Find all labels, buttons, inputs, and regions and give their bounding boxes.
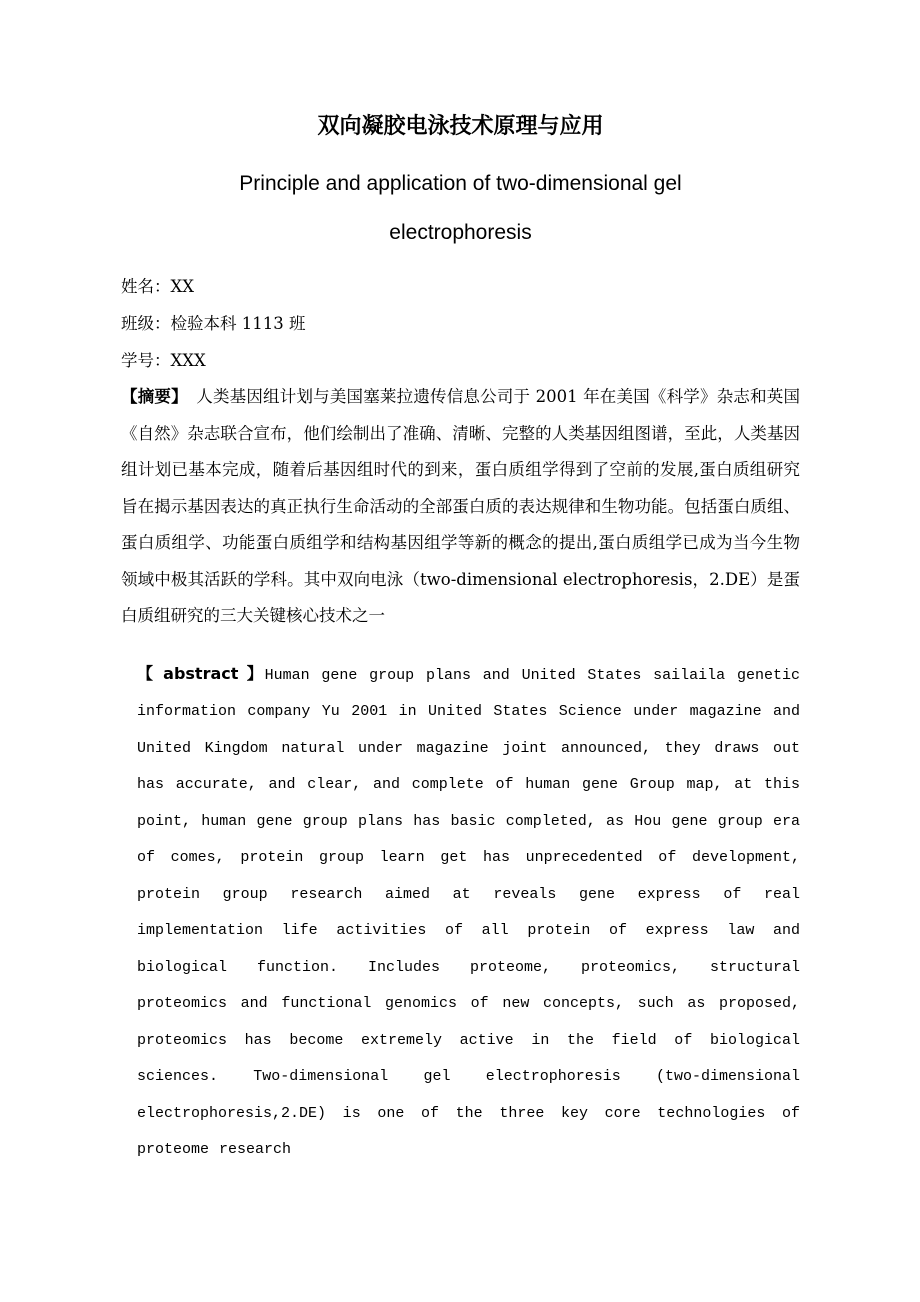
author-id-line: 学号：XXX (121, 351, 206, 370)
abstract-chinese-paragraph (121, 379, 800, 635)
document-title-english-line1: Principle and application of two-dimensional gel (239, 172, 682, 195)
author-meta-block (121, 268, 800, 379)
abstract-english-paragraph (137, 656, 800, 1169)
author-name-line: 姓名：XX (121, 277, 194, 296)
abstract-english-label: 【 abstract 】 (137, 663, 265, 683)
abstract-chinese-text: 人类基因组计划与美国塞莱拉遗传信息公司于 2001 年在美国《科学》杂志和英国《自然》杂志联合宣布，他们绘制出了准确、清晰、完整的人类基因组图谱，至此，人类基因组计划已基本完成，随着后基因组时代的到来，蛋白质组学得到了空前的发展,蛋白质组研究旨在揭示基因表达的真正执行生命活动的全部蛋白质的表达规律和生物功能。包括蛋白质组、蛋白质组学、功能蛋白质组学和结构基因组学等新的概念的提出,蛋白质组学已成为当今生物领域中极其活跃的学科。其中双向电泳（two-dimensional electrophoresis，2.DE）是蛋白质组研究的三大关键核心技术之一 (121, 387, 800, 625)
document-title-english-line2: electrophoresis (389, 221, 532, 244)
abstract-chinese-label: 【摘要】 (121, 387, 180, 406)
abstract-english-text: Human gene group plans and United States sailaila genetic information company Yu 2001 in United States Science under magazine and United Kingdom natural under magazine joint announced, they draws out has accurate, and clear, and complete of human gene Group map, at this point, human gene group plans has basic completed, as Hou gene group era of comes, protein group learn get has unprecedented of development, protein group research aimed at reveals gene express of real implementation life activities of all protein of express law and biological function. Includes proteome, proteomics, structural proteomics and functional genomics of new concepts, such as proposed, proteomics has become extremely active in the field of biological sciences. Two-dimensional gel electrophoresis (two-dimensional electrophoresis,2.DE) is one of the three key core technologies of proteome research (137, 666, 800, 1158)
author-class-line: 班级：检验本科 1113 班 (121, 314, 306, 333)
document-title-chinese: 双向凝胶电泳技术原理与应用 (317, 114, 604, 139)
